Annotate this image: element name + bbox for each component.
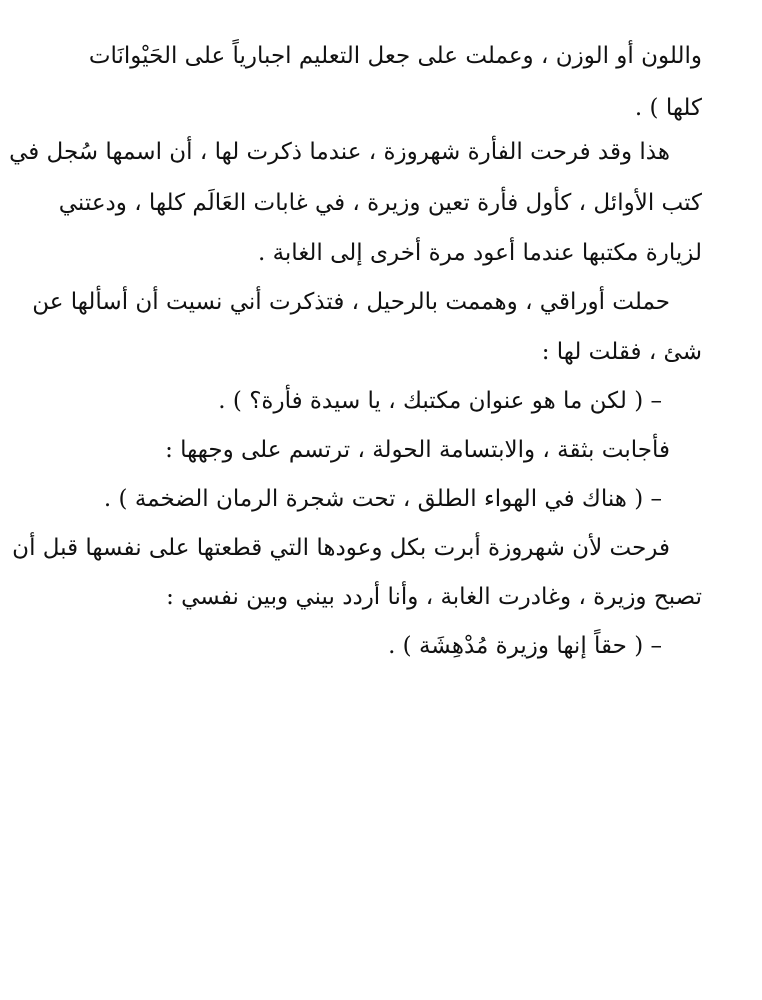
text-line-3: هذا وقد فرحت الفأرة شهروزة ، عندما ذكرت لها ، أن اسمها سُجل في [9, 139, 670, 165]
text-line-4: كتب الأوائل ، كأول فأرة تعين وزيرة ، في غابات العَالَم كلها ، ودعتني [58, 190, 702, 216]
text-line-13: – ( حقاً إنها وزيرة مُدْهِشَة ) . [388, 633, 662, 659]
text-line-11: فرحت لأن شهروزة أبرت بكل وعودها التي قطعتها على نفسها قبل أن [12, 535, 670, 561]
text-line-6: حملت أوراقي ، وهممت بالرحيل ، فتذكرت أني نسيت أن أسألها عن [32, 289, 670, 315]
text-line-9: فأجابت بثقة ، والابتسامة الحولة ، ترتسم على وجهها : [165, 437, 670, 463]
text-line-1: واللون أو الوزن ، وعملت على جعل التعليم اجبارياً على الحَيْوانَات [88, 43, 702, 69]
text-line-8: – ( لكن ما هو عنوان مكتبك ، يا سيدة فأرة؟ ) . [218, 388, 662, 414]
text-line-2: كلها ) . [634, 95, 702, 121]
text-line-10: – ( هناك في الهواء الطلق ، تحت شجرة الرمان الضخمة ) . [103, 486, 662, 512]
text-line-5: لزيارة مكتبها عندما أعود مرة أخرى إلى الغابة . [257, 240, 702, 266]
text-line-12: تصبح وزيرة ، وغادرت الغابة ، وأنا أردد بيني وبين نفسي : [166, 584, 702, 610]
text-line-7: شئ ، فقلت لها : [541, 339, 702, 365]
